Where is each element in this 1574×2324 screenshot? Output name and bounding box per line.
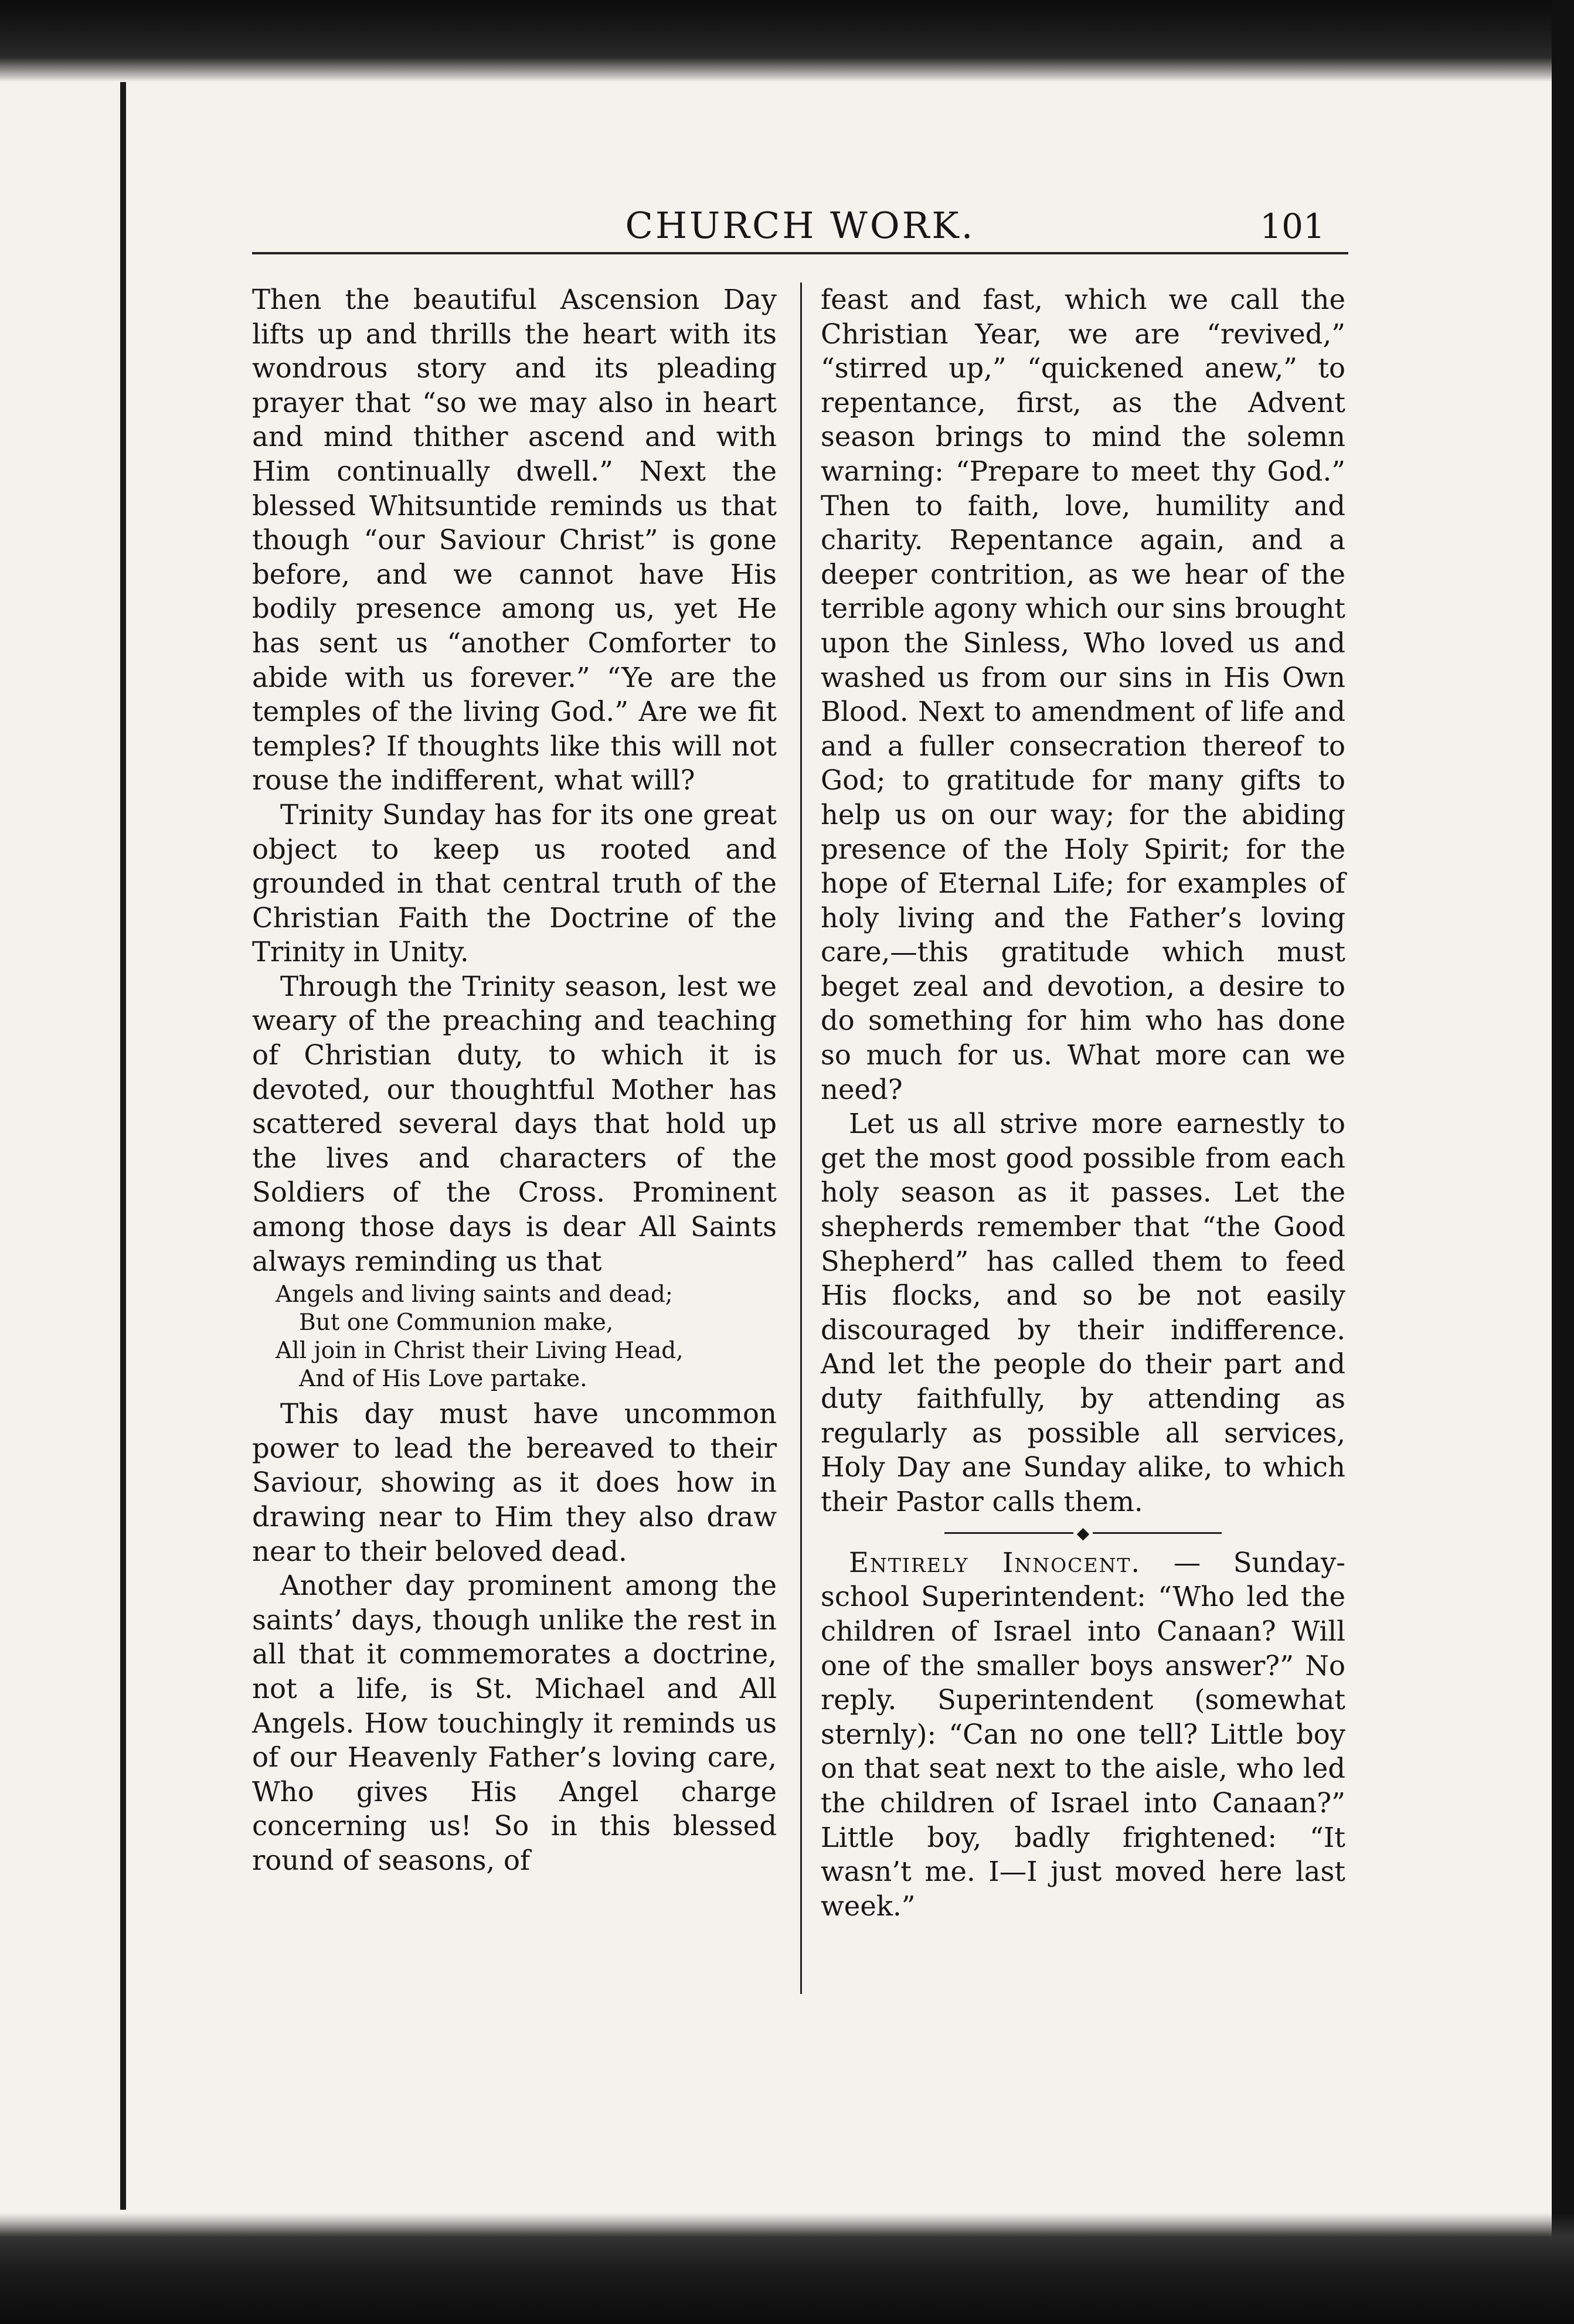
right-column — [821, 283, 1345, 1923]
scan-right-edge — [1552, 0, 1574, 2324]
column-divider — [800, 283, 802, 1994]
document-page — [252, 193, 1348, 2053]
paragraph: Through the Trinity season, lest we weary of the preaching and teaching of Christian duty, to which it is devoted, our thoughtful Mother has scattered several days that hold up the lives and characters of the Soldiers of the Cross. Prominent among those days is dear All Saints always reminding us that — [252, 970, 777, 1277]
left-column — [252, 283, 777, 1878]
verse-line: Angels and living saints and dead; — [276, 1281, 673, 1308]
paragraph: Trinity Sunday has for its one great object to keep us rooted and grounded in that central truth of the Christian Faith the Doctrine of the Trinity in Unity. — [252, 798, 777, 968]
anecdote-paragraph — [821, 1546, 1345, 1924]
paragraph: Another day prominent among the saints’ days, though unlike the rest in all that it commemorates a doctrine, not a life, is St. Michael and All Angels. How touchingly it reminds us of our Heavenly Father’s loving care, Who gives His Angel charge concerning us! So in this blessed round of seasons, of — [252, 1570, 777, 1876]
verse-line: All join in Christ their Living Head, — [276, 1338, 684, 1365]
verse-quote — [276, 1281, 777, 1393]
page-title: CHURCH WORK. — [625, 204, 975, 247]
paragraph: This day must have uncommon power to lead the bereaved to their Saviour, showing as it does how in drawing near to Him they also draw near to their beloved dead. — [252, 1398, 777, 1567]
verse-line: But one Communion make, — [299, 1309, 614, 1336]
anecdote-body: — Sunday-school Superintendent: “Who led the children of Israel into Canaan? Will one of the smaller boys answer?” No reply. Superintendent (somewhat sternly): “Can no one tell? Little boy on that seat next to the aisle, who led the children of Israel into Canaan?” Little boy, badly frightened: “It wasn’t me. I—I just moved here last week.” — [821, 1546, 1345, 1922]
page-number: 101 — [1260, 206, 1325, 246]
anecdote-title: Entirely Innocent. — [849, 1546, 1141, 1578]
paragraph: Let us all strive more earnestly to get the most good possible from each holy season as it passes. Let the shepherds remember that “the Good Shepherd” has called them to feed His flocks, and so be not easily discouraged by their indifference. And let the people do their part and duty faithfully, by attending as regularly as possible all services, Holy Day ane Sunday alike, to which their Pastor calls them. — [821, 1108, 1345, 1517]
scan-top-border — [0, 0, 1574, 82]
paragraph: feast and fast, which we call the Christian Year, we are “revived,” “stirred up,” “quickened anew,” to repentance, first, as the Advent season brings to mind the solemn warning: “Prepare to meet thy God.” Then to faith, love, humility and charity. Repentance again, and a deeper contrition, as we hear of the terrible agony which our sins brought upon the Sinless, Who loved us and washed us from our sins in His Own Blood. Next to amendment of life and and a fuller consecration thereof to God; to gratitude for many gifts to help us on our way; for the abiding presence of the Holy Spirit; for the hope of Eternal Life; for examples of holy living and the Father’s loving care,—this gratitude which must beget zeal and devotion, a desire to do something for him who has done so much for us. What more can we need? — [821, 284, 1345, 1105]
scan-bottom-border — [0, 2213, 1574, 2324]
paragraph: Then the beautiful Ascension Day lifts up and thrills the heart with its wondrous story and its pleading prayer that “so we may also in heart and mind thither ascend and with Him continually dwell.” Next the blessed Whitsuntide reminds us that though “our Saviour Christ” is gone before, and we cannot have His bodily presence among us, yet He has sent us “another Comforter to abide with us forever.” “Ye are the temples of the living God.” Are we fit temples? If thoughts like this will not rouse the indifferent, what will? — [252, 284, 777, 797]
scan-left-edge — [120, 82, 126, 2210]
divider-ornament: ◆ — [1076, 1523, 1090, 1543]
verse-line: And of His Love partake. — [299, 1366, 587, 1393]
text-columns — [252, 283, 1348, 2053]
section-divider — [821, 1523, 1345, 1542]
running-header — [252, 193, 1348, 254]
